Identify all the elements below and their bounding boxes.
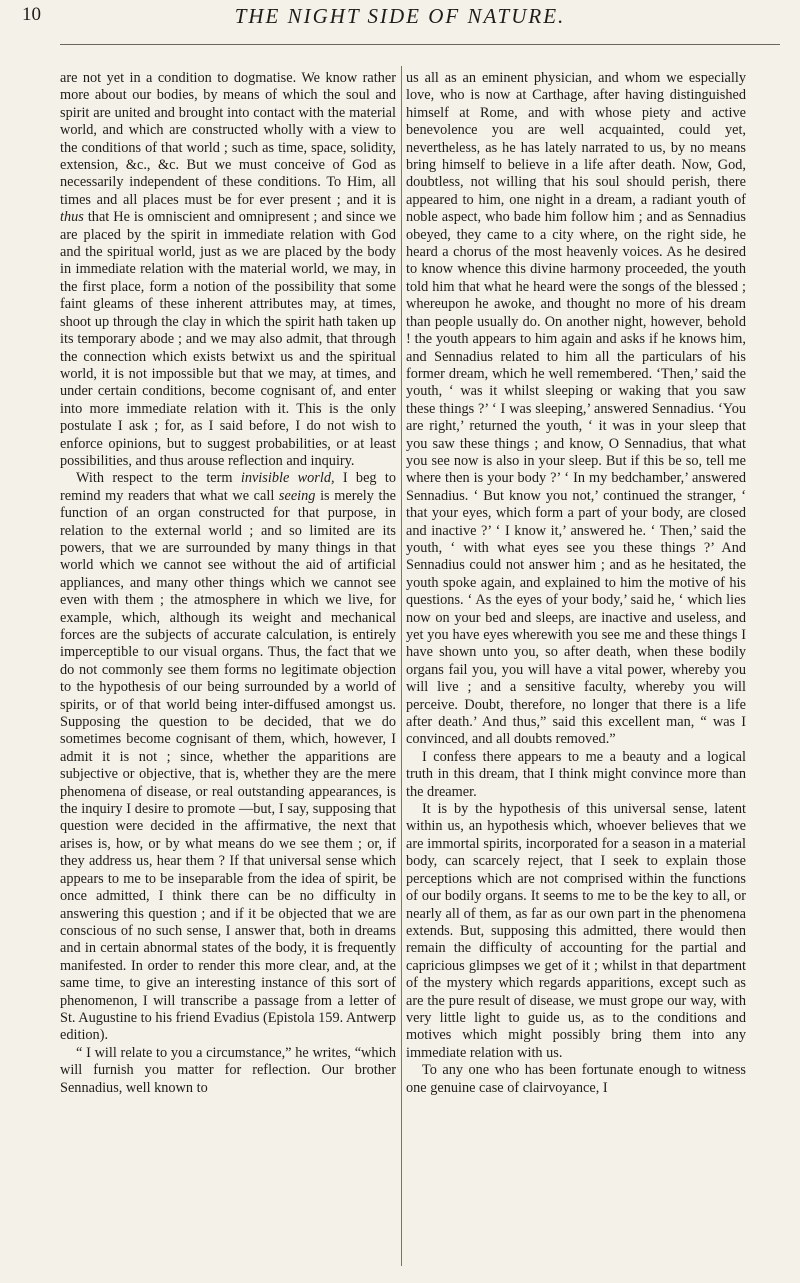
left-column (60, 70, 396, 1097)
paragraph: To any one who has been fortunate enough to witness one genuine case of clairvoyance, I (406, 1062, 746, 1096)
paragraph: With respect to the term invisible world, I beg to remind my readers that what we call seeing is merely the function of an organ constructed for that purpose, in relation to the external world ; and so limited are its powers, that we are surrounded by many things in that world which we cannot see without the aid of artificial appliances, and many other things which we cannot see even with them ; the atmosphere in which we live, for example, which, although its weight and mechanical forces are the subjects of accurate calculation, is entirely imperceptible to our visual organs. Thus, the fact that we do not commonly see them forms no legitimate objection to the hypothesis of our being surrounded by a world of spirits, or of that world being inter-diffused amongst us. Supposing the question to be decided, that we do sometimes become cognisant of them, which, however, I admit it is not ; since, whether the apparitions are subjective or objective, that is, whether they are the mere phenomena of disease, or real outstanding appearances, is the inquiry I desire to promote —but, I say, supposing that question were decided in the affirmative, the next that arises is, how, or by what means do we see them ; or, if they address us, hear them ? If that universal sense which appears to me to be inseparable from the idea of spirit, be once admitted, I think there can be no difficulty in answering this question ; and if it be objected that we are conscious of no such sense, I answer that, both in dreams and in certain abnormal states of the body, it is frequently manifested. In order to render this more clear, and, at the same time, to give an interesting instance of this sort of phenomenon, I will transcribe a passage from a letter of St. Augustine to his friend Evadius (Epistola 159. Antwerp edition). (60, 470, 397, 1044)
right-column (406, 70, 746, 1097)
paragraph: It is by the hypothesis of this universal sense, latent within us, an hypothesis which, whoever believes that we are immortal spirits, incorporated for a season in a material body, can scarcely reject, that I seek to explain those perceptions which are not comprised within the functions of our bodily organs. It seems to me to be the key to all, or nearly all of them, as far as our own part in the phenomena extends. But, supposing this admitted, there would then remain the difficulty of accounting for the partial and capricious glimpses we get of it ; whilst in that department of the mystery which regards apparitions, except such as are the pure result of disease, we must grope our way, with very little light to guide us, as to the conditions and motives which might possibly bring them into any immediate relation with us. (406, 801, 746, 1061)
page-number: 10 (22, 4, 41, 25)
header-rule (60, 44, 780, 45)
paragraph: us all as an eminent physician, and whom we especially love, who is now at Carthage, after having distinguished himself at Rome, and with whose piety and active benevolence you are well acquainted, could yet, nevertheless, as he has lately narrated to us, by no means bring himself to believe in a life after death. Now, God, doubtless, not willing that his soul should perish, there appeared to him, one night in a dream, a radiant youth of noble aspect, who bade him follow him ; and as Sennadius obeyed, they came to a city where, on the right side, he heard a chorus of the most heavenly voices. As he desired to know whence this divine harmony proceeded, the youth told him that what he heard were the songs of the blessed ; whereupon he awoke, and thought no more of his dream than people usually do. On another night, however, behold ! the youth appears to him again and asks if he knows him, and Sennadius related to him all the particulars of his former dream, which he well remembered. ‘Then,’ said the youth, ‘ was it whilst sleeping or waking that you saw these things ?’ ‘ I was sleeping,’ answered Sennadius. ‘You are right,’ returned the youth, ‘ it was in your sleep that you saw these things ; and know, O Sennadius, that what you see now is also in your sleep. But if this be so, tell me where then is your body ?’ ‘ In my bedchamber,’ answered Sennadius. ‘ But know you not,’ continued the stranger, ‘ that your eyes, which form a part of your body, are closed and inactive ?’ ‘ I know it,’ answered he. ‘ Then,’ said the youth, ‘ with what eyes see you these things ?’ And Sennadius could not answer him ; and as he hesitated, the youth spoke again, and explained to him the motive of his questions. ‘ As the eyes of your body,’ said he, ‘ which lies now on your bed and sleeps, are inactive and useless, and yet you have eyes wherewith you see me and these things I have shown unto you, so after death, when these bodily organs fail you, you will have a vital power, whereby you will live ; and a sensitive faculty, whereby you will perceive. Doubt, therefore, no longer that there is a life after death.’ And thus,” said this excellent man, “ was I convinced, and all doubts removed.” (406, 70, 746, 748)
paragraph: are not yet in a condition to dogmatise. We know rather more about our bodies, by means of which the soul and spirit are united and brought into contact with the material world, and which are constructed wholly with a view to the conditions of that world ; such as time, space, solidity, extension, &c., &c. But we must conceive of God as necessarily independent of these conditions. To Him, all times and all places must be for ever present ; and it is thus that He is omniscient and omnipresent ; and since we are placed by the spirit in immediate relation with God and the spiritual world, just as we are placed by the body in immediate relation with the material world, we may, in the first place, form a notion of the possibility that some faint gleams of these inherent attributes may, at times, shoot up through the clay in which the spirit hath taken up its temporary abode ; and we may also admit, that through the connection which exists betwixt us and the spiritual world, it is not impossible but that we may, at times, and under certain conditions, become cognisant of, and enter into more immediate relation with it. This is the only postulate I ask ; for, as I said before, I do not wish to enforce opinions, but to suggest probabilities, or at least possibilities, and thus arouse reflection and inquiry. (60, 70, 396, 469)
paragraph: “ I will relate to you a circumstance,” he writes, “which will furnish you matter for reflection. Our brother Sennadius, well known to (60, 1044, 396, 1096)
paragraph: I confess there appears to me a beauty and a logical truth in this dream, that I think might convince more than the dreamer. (406, 748, 746, 800)
running-head: THE NIGHT SIDE OF NATURE. (234, 4, 566, 28)
column-divider (401, 66, 402, 1266)
